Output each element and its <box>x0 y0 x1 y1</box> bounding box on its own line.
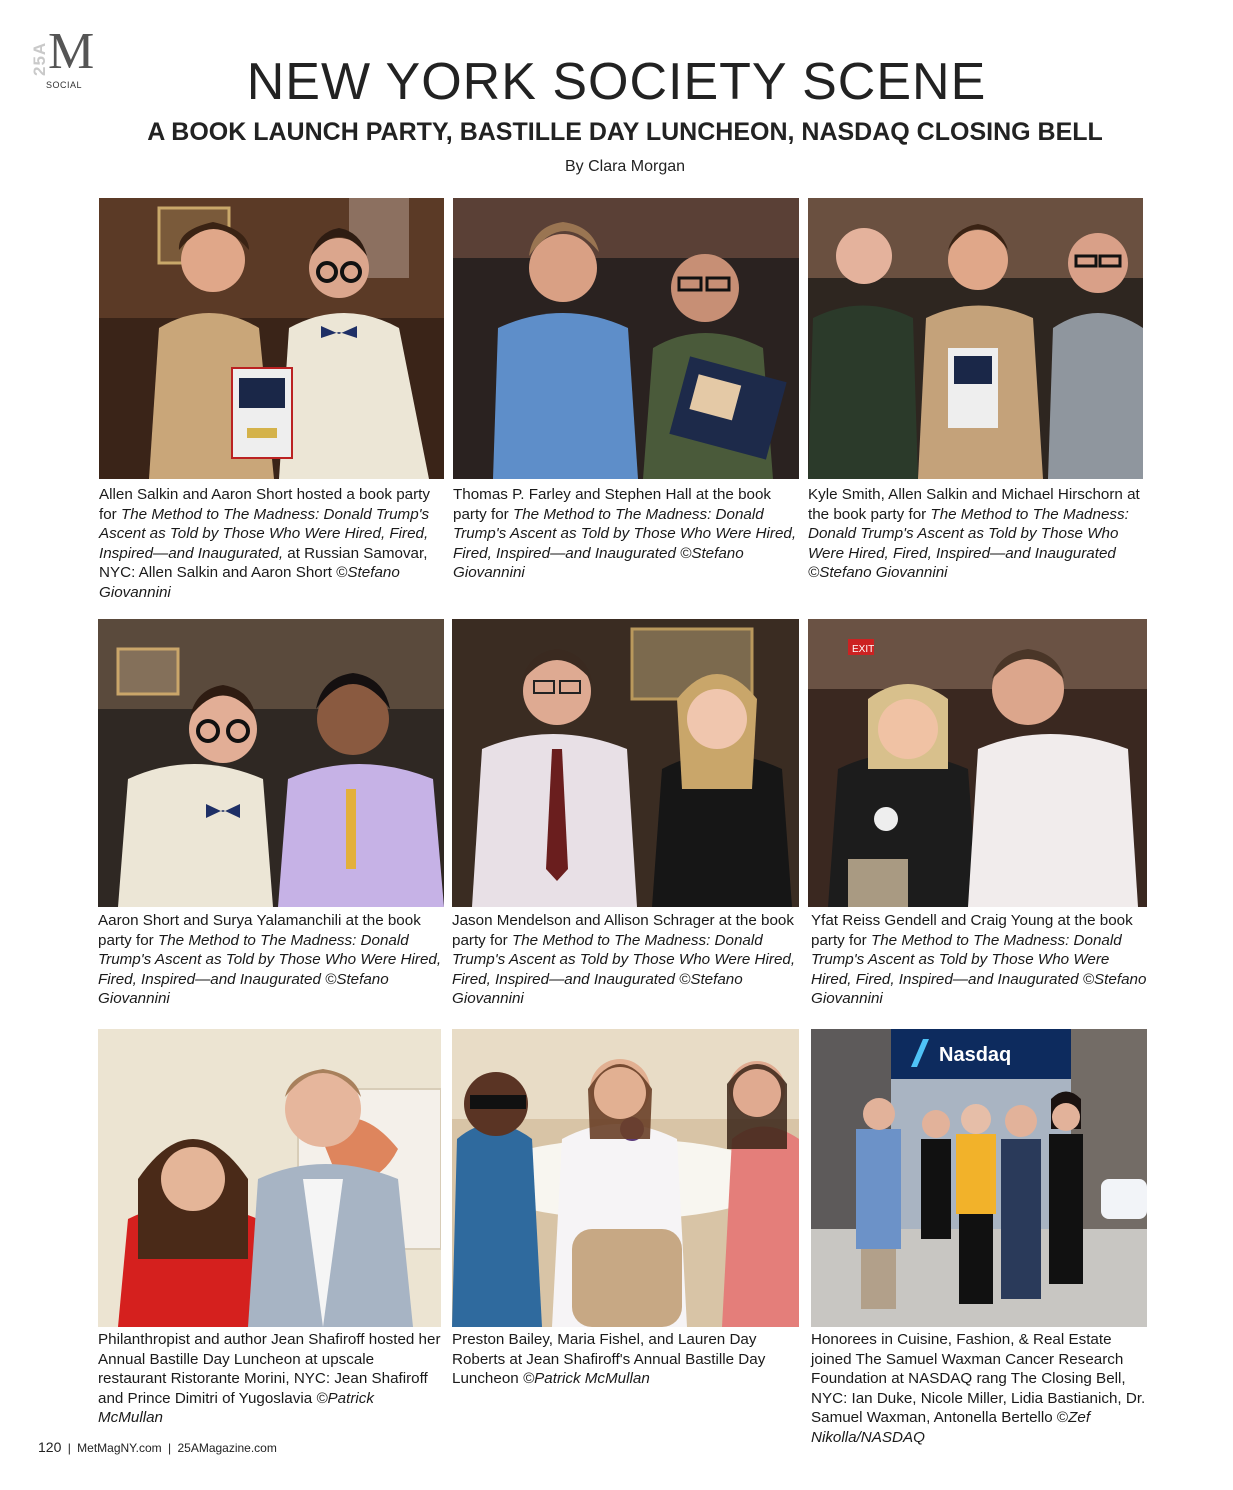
photo-7-caption: Philanthropist and author Jean Shafiroff hosted her Annual Bastille Day Luncheon at upscale restaurant Ristorante Morini, NYC: Jean Shafiroff and Prince Dimitri of Yugoslavia ©Patrick McMullan <box>98 1331 441 1427</box>
page-subtitle: A BOOK LAUNCH PARTY, BASTILLE DAY LUNCHEON, NASDAQ CLOSING BELL <box>147 118 1103 146</box>
photo-6-caption: Yfat Reiss Gendell and Craig Young at the book party for The Method to The Madness: Donald Trump's Ascent as Told by Those Who Were Hired, Fired, Inspired—and Inaugurated ©Stefano Giovannini <box>811 912 1147 1008</box>
photo-credit: ©Stefano Giovannini <box>808 564 948 582</box>
photo-3 <box>808 198 1143 479</box>
photo-5-caption: Jason Mendelson and Allison Schrager at the book party for The Method to The Madness: Donald Trump's Ascent as Told by Those Who Were Hired, Fired, Inspired—and Inaugurated ©Stefano Giovannini <box>452 912 796 1008</box>
nasdaq-sign: Nasdaq <box>939 1044 1012 1066</box>
photo-6 <box>808 619 1147 907</box>
footer-site-2[interactable]: 25AMagazine.com <box>177 1441 277 1455</box>
footer-site-1[interactable]: MetMagNY.com <box>77 1441 162 1455</box>
photo-8-caption: Preston Bailey, Maria Fishel, and Lauren Day Roberts at Jean Shafiroff's Annual Bastille Day Luncheon ©Patrick McMullan <box>452 1331 766 1388</box>
section-label: SOCIAL <box>46 80 83 90</box>
photo-credit: ©Stefano Giovannini <box>811 970 1147 1008</box>
photo-1 <box>99 198 444 479</box>
exit-sign: EXIT <box>852 644 875 655</box>
photo-9-caption: Honorees in Cuisine, Fashion, & Real Estate joined The Samuel Waxman Cancer Research Foundation at NASDAQ rang The Closing Bell, NYC: Ian Duke, Nicole Miller, Lidia Bastianich, Dr. Samuel Waxman, Antonella Bertello ©Zef Nikolla/NASDAQ <box>811 1331 1146 1446</box>
photo-2-caption: Thomas P. Farley and Stephen Hall at the book party for The Method to The Madness: Donald Trump's Ascent as Told by Those Who Were Hired, Fired, Inspired—and Inaugurated ©Stefano Giovannini <box>453 486 797 582</box>
photo-4-caption: Aaron Short and Surya Yalamanchili at the book party for The Method to The Madness: Donald Trump's Ascent as Told by Those Who Were Hired, Fired, Inspired—and Inaugurated ©Stefano Giovannini <box>98 912 442 1008</box>
logo-letter: M <box>48 23 95 80</box>
page-title: NEW YORK SOCIETY SCENE <box>246 53 987 111</box>
photo-3-caption: Kyle Smith, Allen Salkin and Michael Hirschorn at the book party for The Method to The Madness: Donald Trump's Ascent as Told by Those Who Were Hired, Fired, Inspired—and Inaugurated ©Stefano Giovannini <box>808 486 1140 582</box>
photo-credit: ©Stefano Giovannini <box>98 970 389 1008</box>
photo-2 <box>453 198 799 479</box>
page-number: 120 <box>38 1439 62 1455</box>
photo-4 <box>98 619 444 907</box>
photo-credit: ©Patrick McMullan <box>98 1389 374 1427</box>
photo-9 <box>811 1029 1147 1327</box>
photo-credit: ©Stefano Giovannini <box>453 544 744 582</box>
photo-5 <box>452 619 799 907</box>
photo-8 <box>452 1029 799 1327</box>
photo-1-caption: Allen Salkin and Aaron Short hosted a book party for The Method to The Madness: Donald Trump's Ascent as Told by Those Who Were Hired, Fired, Inspired—and Inaugurated, at Russian Samovar, NYC: Allen Salkin and Aaron Short ©Stefano Giovannini <box>99 486 430 601</box>
photo-credit: Zef Nikolla/NASDAQ <box>811 1409 1091 1446</box>
logo-number: 25A <box>30 41 49 76</box>
page-footer: 120 | MetMagNY.com | 25AMagazine.com <box>38 1439 277 1455</box>
photo-credit: ©Patrick McMullan <box>522 1370 650 1388</box>
byline: By Clara Morgan <box>564 158 686 175</box>
photo-7 <box>98 1029 441 1327</box>
photo-credit: Stefano Giovannini <box>99 564 400 601</box>
photo-credit: ©Stefano Giovannini <box>452 970 743 1008</box>
